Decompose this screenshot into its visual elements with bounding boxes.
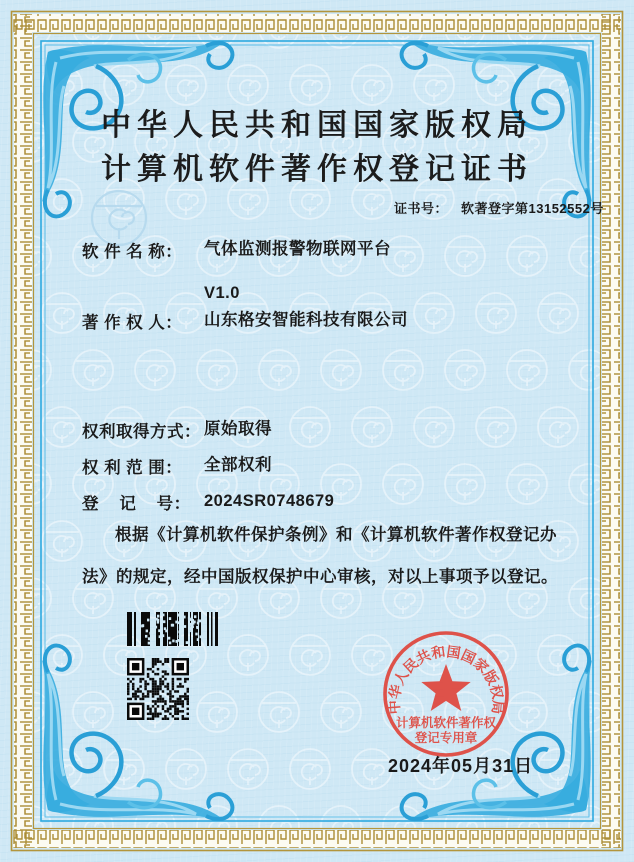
acquisition-method: 原始取得 [204,420,272,438]
official-seal [377,626,515,764]
field-value [204,238,391,304]
seal-caption-line1: 计算机软件著作权 [395,716,497,730]
seal-caption-line2: 登记专用章 [414,731,478,745]
star-icon [421,664,470,711]
field-rights-scope [82,454,272,478]
certificate-number-label: 证书号： [394,201,449,216]
seal-ring-text: 中华人民共和国国家版权局 [385,643,507,715]
owner-name: 山东格安智能科技有限公司 [204,311,408,329]
software-name: 气体监测报警物联网平台 [204,240,391,258]
issuer-title: 中华人民共和国国家版权局 [101,109,533,142]
field-acquisition-method [82,418,272,442]
certificate-number [394,198,604,217]
document-title: 计算机软件著作权登记证书 [101,153,533,186]
field-label: 登 记 号： [82,495,191,513]
field-software-name [82,238,391,304]
barcode [127,612,219,646]
registration-number: 2024SR0748679 [204,492,335,510]
field-label: 著 作 权 人： [82,314,183,332]
rights-scope: 全部权利 [204,456,272,474]
software-version: V1.0 [204,284,240,302]
qr-code [127,658,189,720]
field-label: 软 件 名 称： [82,243,183,261]
field-copyright-owner [82,309,408,333]
certificate-number-value: 软著登字第13152552号 [461,201,604,216]
registration-statement: 根据《计算机软件保护条例》和《计算机软件著作权登记办法》的规定，经中国版权保护中心审核，对以上事项予以登记。 [82,526,558,586]
field-registration-number [82,490,334,514]
issue-date: 2024年05月31日 [388,756,534,776]
field-label: 权 利 范 围： [82,459,183,477]
field-label: 权利取得方式： [82,423,201,441]
